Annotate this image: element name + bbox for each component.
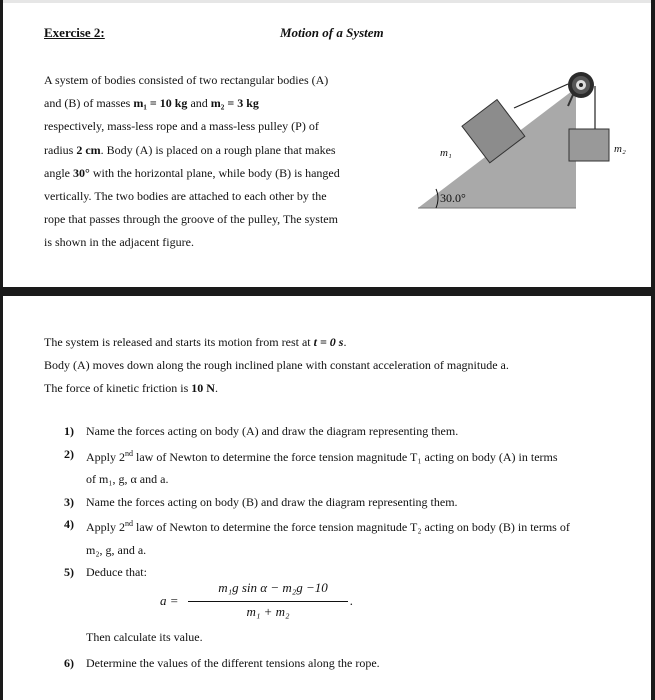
calculate-instruction: Then calculate its value.	[86, 630, 203, 644]
exercise-title: Exercise 2:	[44, 25, 105, 40]
formula-denominator: m₁ + m₂	[246, 604, 290, 619]
question-number: 4)	[64, 517, 74, 531]
label-m1: m₁	[440, 147, 452, 159]
question-number: 2)	[64, 446, 74, 461]
part2-line: The system is released and starts its motion from rest at t = 0 s.	[44, 335, 347, 349]
formula-period: .	[350, 593, 354, 608]
question-text: Determine the values of the different tensions along the rope.	[86, 656, 380, 670]
formula-numerator: m₁g sin α − m₂g −10	[218, 580, 328, 595]
question-text: Name the forces acting on body (B) and draw the diagram representing them.	[86, 494, 458, 509]
intro-line: A system of bodies consisted of two rectangular bodies (A)	[44, 73, 329, 87]
mass-m1: m₁ = 10 kg	[133, 96, 188, 111]
label-angle: 30.0°	[440, 191, 466, 205]
left-border	[0, 0, 3, 700]
question-item	[64, 443, 634, 469]
intro-line: vertically. The two bodies are attached to each other by the	[44, 189, 327, 204]
part2-paragraph	[44, 331, 634, 400]
pulley-radius: 2 cm	[76, 142, 101, 157]
formula-lhs: a =	[160, 593, 179, 608]
question-continuation: of m₁, g, α and a.	[86, 472, 169, 486]
question-number: 3)	[64, 494, 74, 509]
intro-paragraph	[44, 69, 389, 255]
question-number: 1)	[64, 424, 74, 438]
incline-angle: 30°	[73, 165, 90, 180]
question-text: Name the forces acting on body (A) and draw the diagram representing them.	[86, 424, 459, 438]
start-time: t = 0 s	[313, 335, 344, 349]
question-item	[64, 513, 634, 539]
intro-line: radius 2 cm. Body (A) is placed on a rough plane that makes	[44, 142, 336, 157]
top-edge	[0, 0, 655, 3]
label-m2: m₂	[614, 143, 626, 155]
question-list	[64, 420, 634, 584]
intro-line: is shown in the adjacent figure.	[44, 235, 194, 250]
fraction-bar	[188, 601, 348, 602]
question-item	[64, 652, 634, 675]
question-text: Deduce that:	[86, 565, 147, 579]
question-text: Apply 2nd law of Newton to determine the force tension magnitude T₂ acting on body (B) in terms of	[86, 519, 570, 534]
incline-pulley-figure	[418, 68, 650, 218]
question-item	[64, 420, 634, 443]
intro-line: angle 30° with the horizontal plane, while body (B) is hanged	[44, 165, 340, 180]
exercise-topic: Motion of a System	[280, 25, 384, 40]
intro-line: rope that passes through the groove of the pulley, The system	[44, 212, 338, 227]
question-number: 5)	[64, 565, 74, 579]
block-m2	[569, 129, 609, 161]
mass-m2: m₂ = 3 kg	[210, 96, 259, 111]
question-text: Apply 2nd law of Newton to determine the force tension magnitude T₁ acting on body (A) in terms	[86, 448, 558, 464]
part2-line: The force of kinetic friction is 10 N.	[44, 381, 218, 395]
friction-value: 10 N	[191, 381, 215, 395]
question-item	[64, 491, 634, 514]
intro-line: respectively, mass-less rope and a mass-less pulley (P) of	[44, 119, 319, 134]
right-border	[651, 0, 655, 700]
part2-line: Body (A) moves down along the rough inclined plane with constant acceleration of magnitude a.	[44, 358, 509, 372]
section-divider	[0, 287, 655, 296]
pulley-axle	[579, 83, 583, 87]
question-number: 6)	[64, 656, 74, 670]
intro-line: and (B) of masses m₁ = 10 kg and m₂ = 3 kg	[44, 96, 259, 111]
question-continuation: m₂, g, and a.	[86, 542, 147, 557]
